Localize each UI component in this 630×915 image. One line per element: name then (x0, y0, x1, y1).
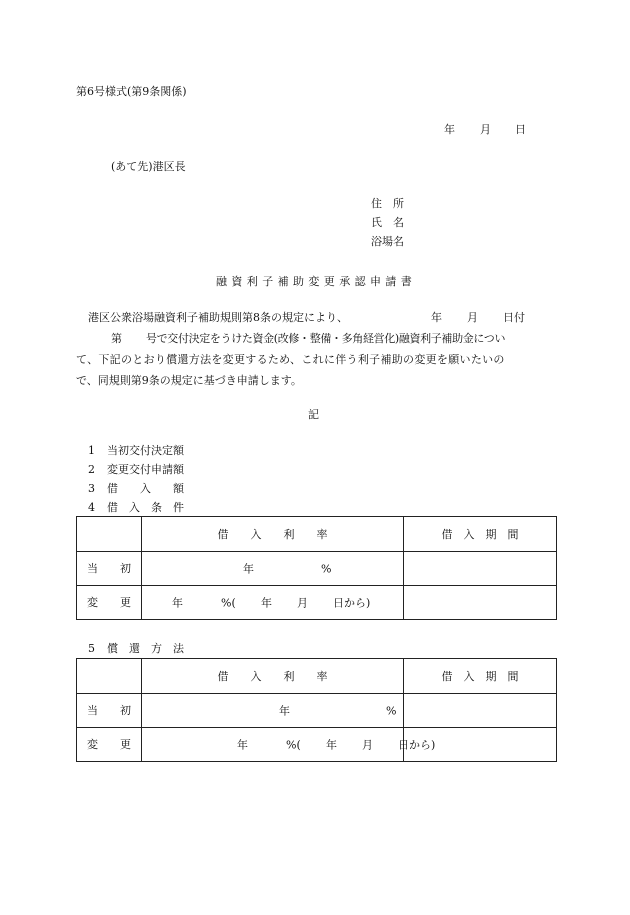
body-line-1-day: 日付 (503, 311, 525, 324)
body-line-2: 号で交付決定をうけた資金(改修・整備・多角経営化)融資利子補助金につい (146, 332, 506, 345)
changed-rate-cell[interactable] (142, 586, 404, 620)
applicant-name-label: 氏 名 (371, 216, 404, 229)
header-loan-period: 借 入 期 間 (404, 659, 557, 694)
table-row (77, 728, 557, 762)
body-line-3: て、下記のとおり償還方法を変更するため、これに伴う利子補助の変更を願いたいの (76, 353, 505, 366)
item-number: 4 (88, 501, 95, 514)
date-year: 年 (444, 123, 455, 136)
rate-year-unit: 年 (279, 704, 290, 717)
body-line-4: で、同規則第9条の規定に基づき申請します。 (76, 374, 302, 387)
table-corner-cell (77, 659, 142, 694)
initial-rate-cell[interactable] (142, 694, 404, 728)
item-label: 当初交付決定額 (107, 444, 184, 457)
row-label-initial: 当 初 (77, 694, 142, 728)
rate-year-unit: 年 (243, 562, 254, 575)
date-day: 日 (515, 123, 526, 136)
header-interest-rate: 借 入 利 率 (142, 659, 404, 694)
rate-year-unit: 年 (237, 738, 248, 751)
addressee: (あて先)港区長 (111, 160, 186, 173)
effective-day-unit: 日から) (398, 738, 436, 751)
table-row (77, 552, 557, 586)
list-item (88, 464, 184, 475)
item-label: 変更交付申請額 (107, 463, 184, 476)
initial-rate-cell[interactable] (142, 552, 404, 586)
effective-month-unit: 月 (297, 596, 308, 609)
body-line-1-year: 年 (431, 311, 442, 324)
repayment-method-table (76, 658, 557, 762)
list-item (88, 643, 184, 654)
item-number: 3 (88, 482, 95, 495)
rate-percent-unit: %( (286, 738, 301, 751)
row-label-changed: 変 更 (77, 728, 142, 762)
initial-period-cell[interactable] (404, 694, 557, 728)
effective-year-unit: 年 (261, 596, 272, 609)
item-label: 借 入 条 件 (107, 501, 184, 514)
effective-year-unit: 年 (326, 738, 337, 751)
date-month: 月 (480, 123, 491, 136)
applicant-bathhouse-label: 浴場名 (371, 235, 404, 248)
row-label-initial: 当 初 (77, 552, 142, 586)
header-interest-rate: 借 入 利 率 (142, 517, 404, 552)
effective-month-unit: 月 (362, 738, 373, 751)
item-number: 2 (88, 463, 95, 476)
rate-percent-unit: % (386, 704, 397, 717)
table-header-row (77, 659, 557, 694)
list-item (88, 445, 184, 456)
changed-period-cell[interactable] (404, 586, 557, 620)
document-title: 融資利子補助変更承認申請書 (216, 275, 417, 288)
item-number: 5 (88, 642, 95, 655)
header-loan-period: 借 入 期 間 (404, 517, 557, 552)
rate-year-unit: 年 (172, 596, 183, 609)
table-row (77, 586, 557, 620)
table-header-row (77, 517, 557, 552)
effective-day-unit: 日から) (333, 596, 371, 609)
rate-percent-unit: %( (221, 596, 236, 609)
item-label: 借 入 額 (107, 482, 184, 495)
rate-percent-unit: % (321, 562, 332, 575)
applicant-address-label: 住 所 (371, 197, 404, 210)
body-line-1: 港区公衆浴場融資利子補助規則第8条の規定により、 (88, 311, 348, 324)
body-line-2-dai: 第 (111, 332, 122, 345)
changed-rate-cell[interactable] (142, 728, 436, 762)
ki-heading: 記 (308, 408, 319, 421)
form-number: 第6号様式(第9条関係) (76, 85, 187, 98)
row-label-changed: 変 更 (77, 586, 142, 620)
body-line-1-month: 月 (467, 311, 478, 324)
list-item (88, 502, 184, 513)
list-item (88, 483, 184, 494)
initial-period-cell[interactable] (404, 552, 557, 586)
table-corner-cell (77, 517, 142, 552)
table-row (77, 694, 557, 728)
item-label: 償 還 方 法 (107, 642, 184, 655)
loan-conditions-table (76, 516, 557, 620)
item-number: 1 (88, 444, 95, 457)
